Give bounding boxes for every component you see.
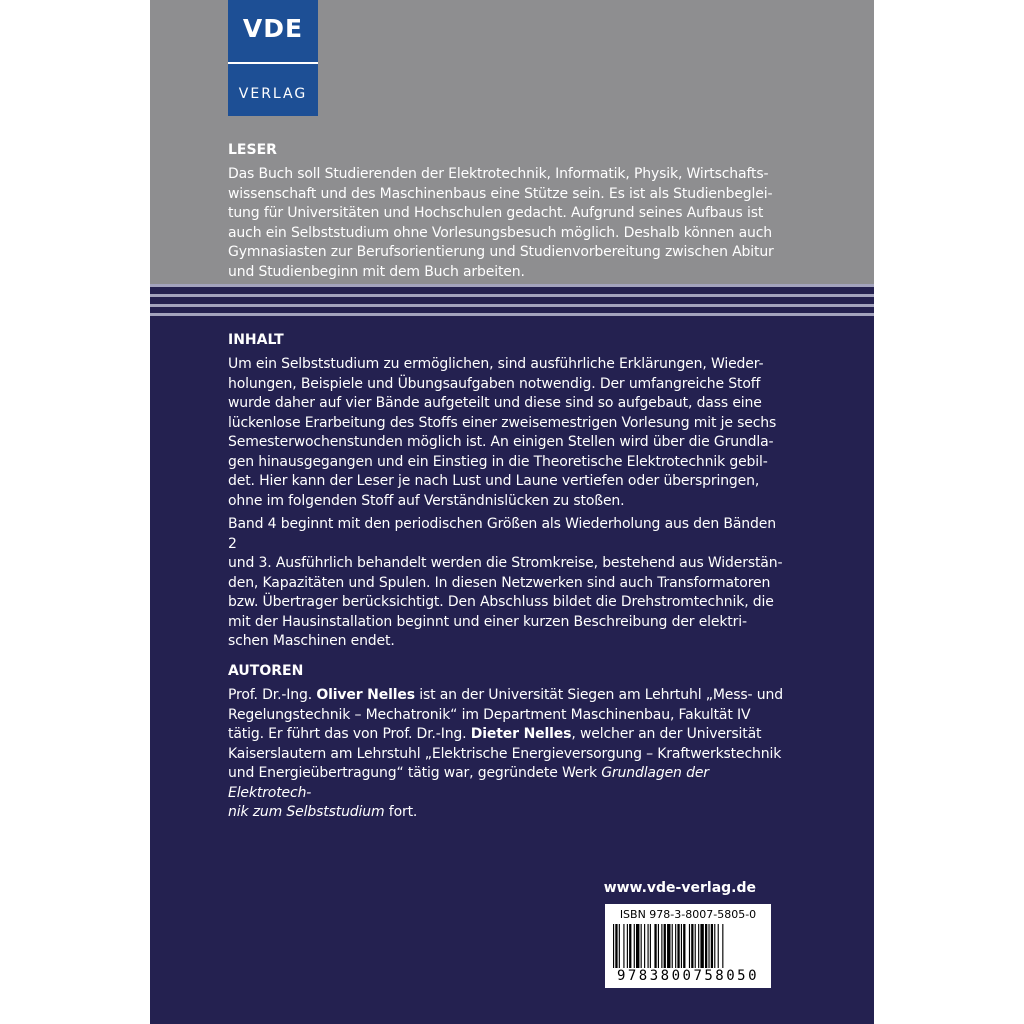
stripe-line <box>150 313 874 316</box>
barcode-bar <box>623 924 624 972</box>
text-run: tätig. Er führt das von Prof. Dr.-Ing. <box>228 726 471 742</box>
text-line: mit der Hausinstallation beginnt und einer kurzen Beschreibung der elektri- <box>228 613 747 630</box>
logo-verlag-text: VERLAG <box>238 86 308 102</box>
inhalt-paragraph-1 <box>228 355 788 511</box>
barcode-bar <box>615 924 617 972</box>
section-leser <box>228 142 788 286</box>
barcode-bar <box>708 924 709 972</box>
author-name-oliver: Oliver Nelles <box>316 687 415 703</box>
barcode-graphic <box>613 924 763 972</box>
text-line: tung für Universitäten und Hochschulen gedacht. Aufgrund seines Aufbaus ist <box>228 205 764 221</box>
text-run: ist an der Universität Siegen am Lehrtuhl „Mess- und <box>414 687 783 703</box>
text-line: Kaiserslautern am Lehrstuhl „Elektrische Energieversorgung – Kraftwerkstechnik <box>228 745 782 762</box>
barcode-bar <box>681 924 682 972</box>
text-run: und Energieübertragung“ tätig war, gegründete Werk <box>228 765 602 781</box>
inhalt-paragraph-2 <box>228 515 788 652</box>
isbn-label: ISBN 978-3-8007-5805-0 <box>619 908 757 921</box>
barcode-bar <box>672 924 673 972</box>
text-line: und 3. Ausführlich behandelt werden die Stromkreise, bestehend aus Widerstän- <box>228 555 783 571</box>
section-autoren <box>228 663 788 827</box>
barcode-bar <box>658 924 659 972</box>
barcode-bar <box>641 924 642 972</box>
stripe-line <box>150 304 874 307</box>
barcode-bar <box>648 924 649 972</box>
text-line: lückenlose Erarbeitung des Stoffs einer zweisemestrigen Vorlesung mit je sechs <box>228 414 777 431</box>
autoren-text <box>228 686 788 823</box>
section-heading-leser: LESER <box>228 142 277 158</box>
barcode-bar <box>683 924 685 972</box>
stripe-line <box>150 294 874 297</box>
text-line: Gymnasiasten zur Berufsorientierung und Studienvorbereitung zwischen Abitur <box>228 244 774 260</box>
section-heading-inhalt: INHALT <box>228 332 284 348</box>
barcode-bar <box>661 924 662 972</box>
section-inhalt <box>228 332 788 656</box>
barcode-bar <box>700 924 703 972</box>
barcode-bar <box>705 924 707 972</box>
barcode-bar <box>695 924 696 972</box>
text-line: auch ein Selbststudium ohne Vorlesungsbesuch möglich. Deshalb können auch <box>228 224 772 241</box>
isbn-barcode-box <box>605 904 771 988</box>
barcode-bar <box>664 924 666 972</box>
text-line: Das Buch soll Studierenden der Elektrotechnik, Informatik, Physik, Wirtschafts- <box>228 166 769 182</box>
barcode-bar <box>613 924 614 972</box>
text-line: schen Maschinen endet. <box>228 633 395 649</box>
book-title-part: nik zum Selbststudium <box>228 804 385 820</box>
vde-verlag-logo <box>228 0 318 116</box>
barcode-bar <box>667 924 670 972</box>
text-line: Regelungstechnik – Mechatronik“ im Department Maschinenbau, Fakultät IV <box>228 706 751 723</box>
logo-divider <box>228 62 318 64</box>
barcode-digits: 9783800758050 <box>605 968 771 984</box>
barcode-bar <box>689 924 690 972</box>
book-back-cover <box>150 0 874 1024</box>
barcode-bar <box>654 924 656 972</box>
text-line: Um ein Selbststudium zu ermöglichen, sind ausführliche Erklärungen, Wieder- <box>228 356 764 372</box>
barcode-bar <box>650 924 651 972</box>
barcode-bar <box>722 924 723 972</box>
text-line: det. Hier kann der Leser je nach Lust und Laune vertiefen oder überspringen, <box>228 473 760 489</box>
barcode-bar <box>629 924 631 972</box>
logo-vde-text: VDE <box>242 14 304 43</box>
barcode-bar <box>627 924 628 972</box>
text-line: und Studienbeginn mit dem Buch arbeiten. <box>228 263 525 280</box>
text-line: ohne im folgenden Stoff auf Verständnislücken zu stoßen. <box>228 492 625 509</box>
text-line: gen hinausgegangen und ein Einstieg in die Theoretische Elektrotechnik gebil- <box>228 453 768 470</box>
stripe-divider <box>150 284 874 320</box>
barcode-bar <box>714 924 715 972</box>
barcode-bar <box>698 924 699 972</box>
book-title-part: Grundlagen der Elektrotech- <box>228 765 709 801</box>
barcode-bar <box>691 924 693 972</box>
author-name-dieter: Dieter Nelles <box>470 726 572 742</box>
barcode-bar <box>636 924 639 972</box>
section-heading-autoren: AUTOREN <box>228 663 304 679</box>
text-line: holungen, Beispiele und Übungsaufgaben notwendig. Der umfangreiche Stoff <box>228 375 761 392</box>
barcode-bar <box>644 924 645 972</box>
text-line: Semesterwochenstunden möglich ist. An einigen Stellen wird über die Grundla- <box>228 434 774 450</box>
barcode-bar <box>718 924 719 972</box>
text-run: , welcher an der Universität <box>571 726 762 742</box>
barcode-bar <box>675 924 676 972</box>
barcode-bar <box>634 924 635 972</box>
text-line: wissenschaft und des Maschinenbaus eine Stütze sein. Es ist als Studienbeglei- <box>228 185 773 202</box>
text-line: Band 4 beginnt mit den periodischen Größen als Wiederholung aus den Bänden 2 <box>228 516 776 552</box>
publisher-website: www.vde-verlag.de <box>603 880 756 896</box>
text-line: den, Kapazitäten und Spulen. In diesen Netzwerken sind auch Transformatoren <box>228 574 771 591</box>
barcode-bar <box>619 924 620 972</box>
text-run: Prof. Dr.-Ing. <box>228 687 317 703</box>
barcode-bar <box>711 924 713 972</box>
text-line: wurde daher auf vier Bände aufgeteilt und diese sind so aufgebaut, dass eine <box>228 395 762 411</box>
barcode-bar <box>677 924 679 972</box>
text-run: fort. <box>384 804 418 820</box>
leser-text <box>228 165 788 282</box>
text-line: bzw. Übertrager berücksichtigt. Den Abschluss bildet die Drehstromtechnik, die <box>228 594 774 610</box>
